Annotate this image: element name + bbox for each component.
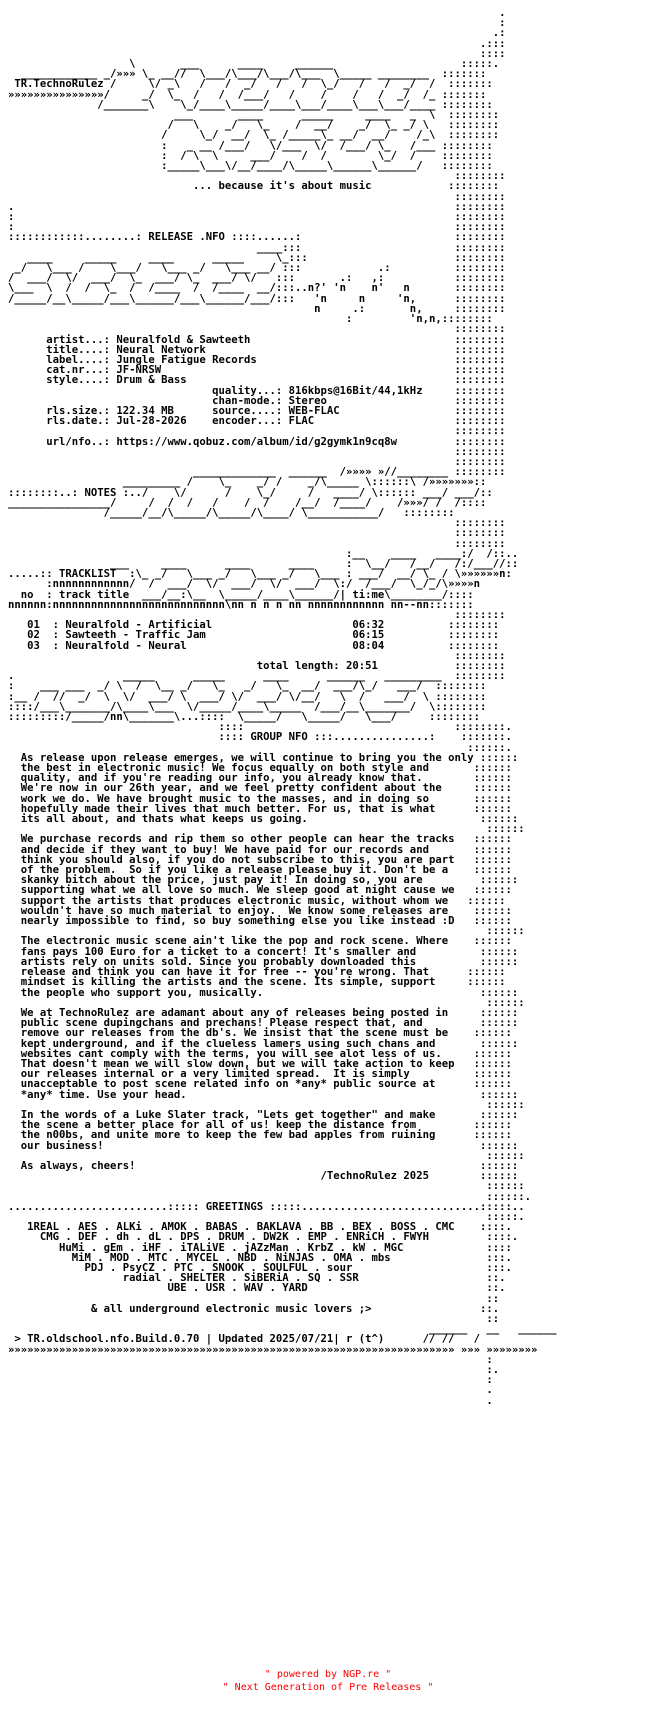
nfo-line: quality...: 816kbps@16Bit/44,1kHz :::::::: <box>8 384 506 397</box>
nfo-line: think you should also, if you do not subscribe to this, you are part :::::: <box>8 853 512 866</box>
nfo-line: :::::: <box>8 1149 525 1162</box>
nfo-line: ________________/ / / / / / / /__/ /____/ /»»»/ / /:::: <box>8 496 487 509</box>
nfo-line: support the artists that produces electronic music, without whom we :::::: <box>8 894 506 907</box>
nfo-line: :::::::: <box>8 649 506 662</box>
nfo-line: label....: Jungle Fatigue Records :::::::: <box>8 353 506 366</box>
nfo-line: \___ \ / / \_ / /____ / /____ __/:::..n?' 'n n' n :::::::: <box>8 282 506 295</box>
nfo-line: :::::::: <box>8 527 506 540</box>
nfo-line: .....:: TRACKLIST :\_ _/ \___ _/ \___ _/ \___ : ___/ __/ \_ / \»»»»»»n: <box>8 568 512 581</box>
nfo-line: artists rely on units sold. Since you probably downloaded this :::::: <box>8 955 519 968</box>
nfo-line: title....: Neural Network :::::::: <box>8 343 506 356</box>
nfo-line: ___ ____ ____ ____ : \__/ /__/ /:/___//:: <box>8 557 519 570</box>
nfo-line: : / \ \ ___/ / / \_/ / :::::::: <box>8 149 493 162</box>
nfo-line: fans pays 100 Euro for a ticket to a concert! It's smaller and :::::: <box>8 945 519 958</box>
nfo-line: :::::: <box>8 925 525 938</box>
nfo-line: no : track title ___/__:\__ \_____/____\______/| ti:me\________/:::: <box>8 588 474 601</box>
nfo-line: \ ___ ____ ______ :::::. <box>8 58 500 71</box>
nfo-line: .: <box>8 27 506 40</box>
nfo-line: the people who support you, musically. :::::: <box>8 986 519 999</box>
nfo-line: : <box>8 1353 493 1366</box>
nfo-line: :nnnnnnnnnnnn/ / ___/ \/ ___/ \/ ___/ \:/ /___/ \_/_/\»»»»n <box>8 578 480 591</box>
nfo-line: radial . SHELTER . SiBERiA . SQ . SSR ::. <box>8 1272 506 1285</box>
nfo-line: :::::: <box>8 1180 525 1193</box>
nfo-line: :::::::: <box>8 608 506 621</box>
nfo-line: / ___/ \/ ___/ \_ ___/ \_ ___/ \/ ::: .: ,: :::::::: <box>8 272 506 285</box>
nfo-line: :__ / // _/ \ \/ ___/ \ ___/ \/ ___/ \/__/ \ / ___/ \ :::::::: <box>8 690 487 703</box>
nfo-line: 02 : Sawteeth - Traffic Jam 06:15 :::::::: <box>8 629 500 642</box>
nfo-line: *any* time. Use your head. :::::: <box>8 1088 519 1101</box>
nfo-line: :::: GROUP NFO :::...............: :::::::. <box>8 731 512 744</box>
nfo-line: unacceptable to post scene related info on *any* public source at :::::: <box>8 1078 512 1091</box>
nfo-line: CMG . DEF . dh . dL . DPS . DRUM . DW2K . EMP . ENRiCH . FWYH ::::. <box>8 1231 519 1244</box>
nfo-line: :::::: <box>8 996 525 1009</box>
nfo-line: In the words of a Luke Slater track, "Lets get together" and make :::::: <box>8 1108 519 1121</box>
nfo-line: ::::::::::::........: RELEASE .NFO ::::......: :::::::: <box>8 231 506 244</box>
nfo-line: : _ __ /___/ \/___ \/ /___/ \_ /___ :::::::: <box>8 139 493 152</box>
nfo-line: 03 : Neuralfold - Neural 08:04 :::::::: <box>8 639 500 652</box>
nfo-line: :::::::: <box>8 537 506 550</box>
nfo-line: As always, cheers! :::::: <box>8 1159 519 1172</box>
nfo-line: the scene a better place for all of us! keep the distance from :::::: <box>8 1119 512 1132</box>
nfo-line: 01 : Neuralfold - Artificial 06:32 :::::::: <box>8 619 500 632</box>
nfo-line: : 'n,n,:::::::: <box>8 313 493 326</box>
nfo-line: ______ __ ______ <box>8 1323 557 1336</box>
nfo-line: _________ / \_ _/ / _/\_____ \::::::\ /»»»»»»»:: <box>8 476 487 489</box>
nfo-line: / \_/ __/ \_ /_____\_ __/ __/ /_\ :::::::: <box>8 129 500 142</box>
nfo-line: :::::::: <box>8 517 506 530</box>
nfo-line: :::: ::::::::. <box>8 721 512 734</box>
nfo-line: remove our releases from the db's. We insist that the scene must be :::::: <box>8 1027 512 1040</box>
nfo-text <box>8 8 557 1406</box>
nfo-line: : :::::::: <box>8 211 506 224</box>
nfo-line: We at TechnoRulez are adamant about any of releases being posted in :::::: <box>8 1006 519 1019</box>
nfo-line: kept underground, and if the clueless lamers using such chans and :::::: <box>8 1037 519 1050</box>
nfo-line: :: <box>8 1292 500 1305</box>
nfo-line: :::::: <box>8 823 525 836</box>
nfo-line: : :::::::: <box>8 221 506 234</box>
nfo-line: its all about, and thats what keeps us going. :::::: <box>8 813 519 826</box>
nfo-line: and decide if they want to buy! We have paid for our records and :::::: <box>8 843 512 856</box>
nfo-line: MiM . MOD . MTC . MYCEL . NBD . NiNJAS . OMA . mbs :::. <box>8 1251 512 1264</box>
nfo-line: chan-mode.: Stereo :::::::: <box>8 394 506 407</box>
nfo-line: UBE . USR . WAV . YARD ::. <box>8 1282 506 1295</box>
nfo-line: ::::::. <box>8 1190 531 1203</box>
nfo-line: As release upon release emerges, we will continue to bring you the only :::::: <box>8 751 519 764</box>
nfo-line: _____________ ______ /»»»» »//________ :::::::: <box>8 466 506 479</box>
nfo-line: :::::::: <box>8 425 506 438</box>
nfo-line: /_____/__/\_____/\_____/\____/ \___________/ :::::::: <box>8 506 455 519</box>
nfo-line: :_____\___\/__/____/\_____\______\______/ :::::::: <box>8 160 493 173</box>
nfo-line: ::::/___\_______/\____\___ \/_____/____\_____ /___/__\_______/ \:::::::: <box>8 700 487 713</box>
nfo-line: :: <box>8 1313 500 1325</box>
nfo-line: artist...: Neuralfold & Sawteeth :::::::: <box>8 333 506 346</box>
nfo-line: »»»»»»»»»»»»»»»/ _/ \_ / / /___/ / / / / _/ /_ ::::::: <box>8 88 487 101</box>
nfo-line: TR.TechnoRulez / \/ _\ / / _/ / / \_/ / / _/ / ::::::: <box>8 78 493 91</box>
nfo-line: cat.nr...: JF-NRSW :::::::: <box>8 364 506 377</box>
nfo-line: rls.date.: Jul-28-2026 encoder...: FLAC :::::::: <box>8 415 506 428</box>
nfo-line: :::::::: <box>8 323 506 336</box>
nfo-line: »»»»»»»»»»»»»»»»»»»»»»»»»»»»»»»»»»»»»»»»»»»»»»»»»»»»»»»»»»»»»»»»»»»»»» »»» »»»»»»»» <box>8 1343 538 1356</box>
footer-powered-by: " powered by NGP.re " <box>264 1669 392 1680</box>
nfo-line: the best in electronic music! We focus equally on both style and :::::: <box>8 762 512 775</box>
nfo-line: ___ ____ _____ ____ _ \ :::::::: <box>8 109 500 122</box>
nfo-line: The electronic music scene ain't like the pop and rock scene. Where :::::: <box>8 935 512 948</box>
nfo-line: : ___ ___ _/ \ / \__ _/ \_ _/ \_ __/ ___/\_/ ___/ :::::::: <box>8 680 487 693</box>
nfo-line: :::: <box>8 47 506 60</box>
nfo-line: :::::::: <box>8 455 506 468</box>
nfo-line: :::::::: <box>8 190 506 203</box>
nfo-line: : <box>8 1374 493 1387</box>
nfo-line: HuMi . gEm . iHF . iTALiVE . jAZzMan . KrbZ . kW . MGC :::: <box>8 1241 512 1254</box>
nfo-line: :::::::::/_____/nn\_______\...:::: \_____/ \_____/ \___/ :::::::: <box>8 711 480 724</box>
nfo-line: work we do. We have brought music to the masses, and in doing so :::::: <box>8 792 512 805</box>
nfo-line: 1REAL . AES . ALKi . AMOK . BABAS . BAKLAVA . BB . BEX . BOSS . CMC ::::. <box>8 1221 512 1234</box>
nfo-line: ::::::. <box>8 741 512 754</box>
nfo-line: our releases internal or a very limited spread. It is simply :::::: <box>8 1068 512 1081</box>
nfo-line: .::: <box>8 37 506 50</box>
nfo-line: ____ _____ ____ _____ \_::: :::::::: <box>8 251 506 264</box>
nfo-line: We're now in our 26th year, and we feel pretty confident about the :::::: <box>8 782 512 795</box>
nfo-line: total length: 20:51 :::::::: <box>8 660 506 672</box>
nfo-line: /_____/__\_____/___\______/___\______/___/::: 'n n 'n, :::::::: <box>8 292 506 305</box>
nfo-line: : <box>8 17 506 30</box>
nfo-line: mindset is killing the artists and the scene. Its simple, support :::::: <box>8 976 506 989</box>
nfo-line: hopefully made their lives that much better. For us, that is what :::::: <box>8 802 512 815</box>
nfo-line: rls.size.: 122.34 MB source....: WEB-FLAC :::::::: <box>8 404 506 417</box>
nfo-line: PDJ . PsyCZ . PTC . SNOOK . SOULFUL . sour :::. <box>8 1261 512 1274</box>
nfo-line: wouldn't have so much material to enjoy. We know some releases are :::::: <box>8 904 512 917</box>
nfo-line: _/ \___ / \___/ \___ _/ \___ __/ ::: .: :::::::: <box>8 262 506 275</box>
nfo-line: /TechnoRulez 2025 :::::: <box>8 1170 519 1183</box>
nfo-line: . :::::::: <box>8 200 506 213</box>
nfo-line: ... because it's about music :::::::: <box>8 180 500 193</box>
nfo-line: public scene dupingchans and prechans! Please respect that, and :::::: <box>8 1017 519 1030</box>
nfo-line: ____::: :::::::: <box>8 241 506 254</box>
nfo-line: ____________ _/»»» \_ __// \___/\___/\___/\___ \_____ ________ ::::::: <box>8 68 487 81</box>
nfo-line: :__ ____ ____:/ /::.. <box>8 547 519 560</box>
nfo-line: websites cant comply with the terms, you will see alot less of us. :::::: <box>8 1047 512 1060</box>
nfo-line: n .: n, :::::::: <box>8 302 506 315</box>
nfo-line: nnnnnn:nnnnnnnnnnnnnnnnnnnnnnnnnnn\nn n n n nn nnnnnnnnnnnn nn--nn::::::: <box>8 598 474 611</box>
nfo-line: .........................::::: GREETINGS :::::............................:::::.. <box>8 1200 525 1213</box>
nfo-line: . _____ _____ ____ ______ _________ :::::::: <box>8 670 506 683</box>
nfo-line: . <box>8 7 506 19</box>
nfo-line: style....: Drum & Bass :::::::: <box>8 374 506 387</box>
nfo-line: . <box>8 1384 493 1397</box>
nfo-line: & all underground electronic music lovers ;> ::. <box>8 1302 500 1315</box>
nfo-line: supporting what we all love so much. We sleep good at night cause we :::::: <box>8 884 512 897</box>
nfo-line: our business! :::::: <box>8 1139 519 1152</box>
nfo-line: :::::::: <box>8 445 506 458</box>
nfo-line: / \ _/ \_ / __/ _/ \_ _/ \ :::::::: <box>8 119 500 132</box>
nfo-line: quality, and if you're reading our info, you already know that. :::::: <box>8 772 512 785</box>
footer <box>0 1668 656 1694</box>
nfo-line: . <box>8 1394 493 1407</box>
nfo-line: of the problem. So if you like a release please buy it. Don't be a :::::: <box>8 864 512 877</box>
nfo-line: :::::::: <box>8 170 506 183</box>
nfo-line: url/nfo..: https://www.qobuz.com/album/id/g2gymk1n9cq8w :::::::: <box>8 435 506 448</box>
nfo-line: :::::: <box>8 1098 525 1111</box>
nfo-line: :::::. <box>8 1210 525 1223</box>
footer-tagline: " Next Generation of Pre Releases " <box>222 1682 434 1693</box>
nfo-line: the n00bs, and unite more to keep the few bad apples from ruining :::::: <box>8 1129 512 1142</box>
nfo-line: That doesn't mean we will slow down, but we will take action to keep :::::: <box>8 1057 512 1070</box>
nfo-line: nearly impossible to find, so buy something else you like instead :D :::::: <box>8 915 512 928</box>
nfo-line: ::::::::..: NOTES :../ \/ / \_/ / ____/ \:::::: ___/ ___/:: <box>8 486 493 499</box>
nfo-line: release and think you can have it for free -- you're wrong. That :::::: <box>8 966 506 979</box>
nfo-line: :. <box>8 1364 500 1377</box>
nfo-line: /_______\ \_/____\_____/____\___/____\___\___/____ :::::::: <box>8 98 493 111</box>
nfo-line: skanky bitch about the price, just pay it! In doing so, you are :::::: <box>8 874 519 887</box>
nfo-line: We purchase records and rip them so other people can hear the tracks :::::: <box>8 833 512 846</box>
nfo-line: > TR.oldschool.nfo.Build.0.70 | Updated 2025/07/21| r (t^) // // / <box>8 1333 480 1346</box>
